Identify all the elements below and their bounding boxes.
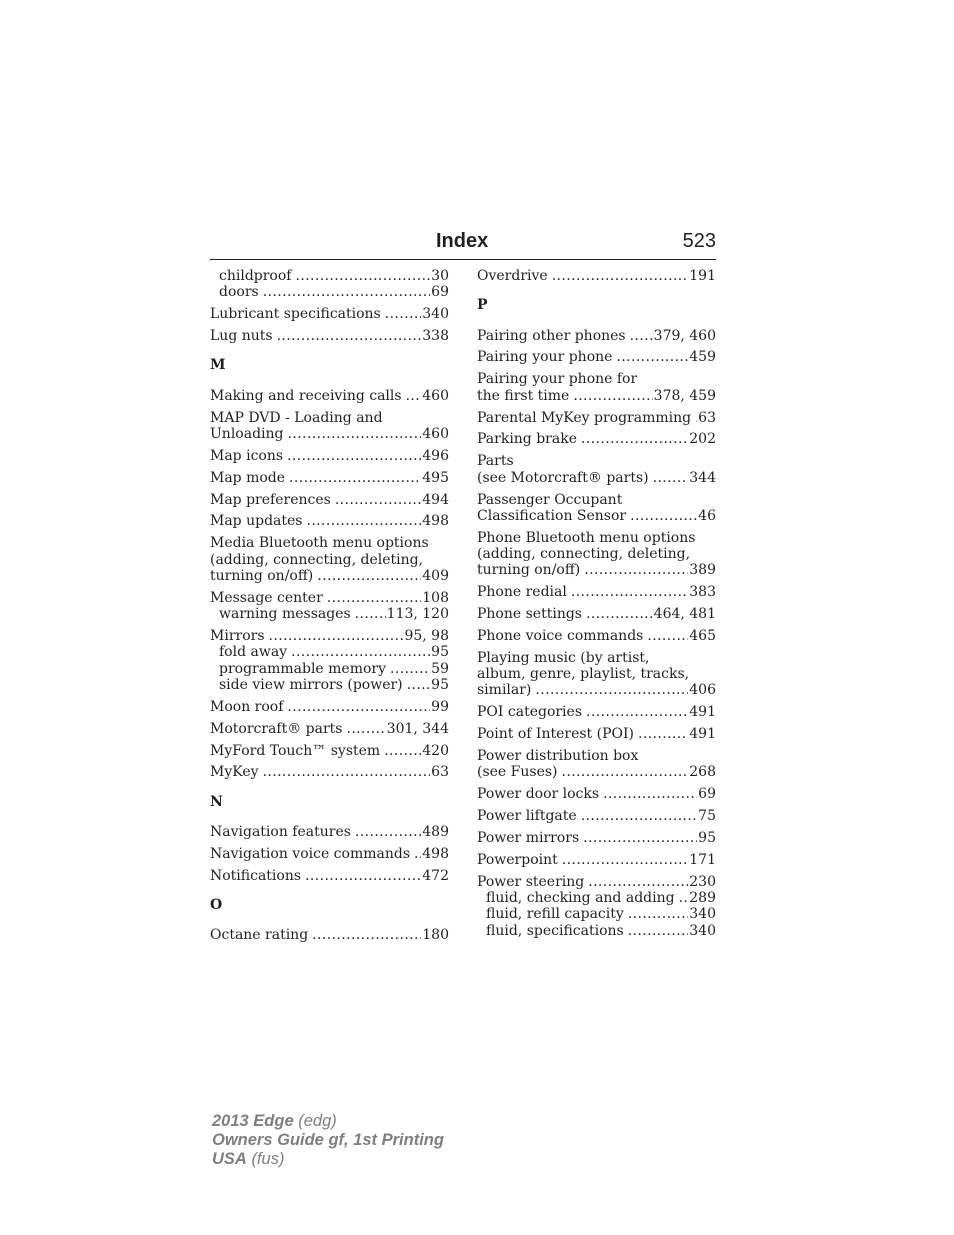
index-term: fluid, checking and adding (486, 890, 675, 907)
footer-model-code: (edg) (298, 1112, 337, 1130)
dot-leader (586, 606, 653, 622)
index-entry (210, 492, 449, 508)
dot-leader (535, 682, 688, 698)
index-term: Point of Interest (POI) (477, 726, 634, 743)
index-page-ref: 378, 459 (653, 387, 716, 404)
dot-leader (390, 661, 430, 677)
index-letter-heading: M (210, 357, 226, 374)
dot-leader (346, 721, 385, 737)
index-term: side view mirrors (power) (219, 676, 403, 693)
index-entry (210, 824, 449, 840)
dot-leader (263, 284, 430, 300)
index-entry-line (477, 650, 716, 666)
dot-leader (588, 874, 688, 890)
index-term: MyKey (210, 764, 259, 781)
index-entry-line (210, 927, 449, 943)
dot-leader (277, 328, 422, 344)
index-entry (210, 927, 449, 943)
index-entry-line (210, 590, 449, 606)
index-entry-line (477, 268, 716, 284)
index-entry (210, 306, 449, 322)
index-entry-line (210, 824, 449, 840)
index-page-ref: 409 (422, 567, 449, 584)
index-entry-line (210, 426, 449, 442)
index-entry (477, 453, 716, 486)
index-term: Playing music (by artist, (477, 649, 650, 666)
index-page-ref: 472 (422, 867, 449, 884)
index-subentry-line (477, 890, 716, 906)
dot-leader (573, 388, 652, 404)
index-entry (210, 590, 449, 623)
index-page-ref: 180 (422, 927, 449, 944)
index-entry-line (210, 328, 449, 344)
index-page-ref: 95 (431, 676, 449, 693)
index-entry-line (210, 388, 449, 404)
index-entry-line (477, 666, 716, 682)
dot-leader (306, 513, 421, 529)
index-term: Map mode (210, 469, 286, 486)
index-term: the first time (477, 387, 570, 404)
index-entry-line (210, 410, 449, 426)
index-term: Unloading (210, 425, 284, 442)
index-term: Phone settings (477, 606, 582, 623)
index-page-ref: 338 (422, 328, 449, 345)
index-entry (210, 513, 449, 529)
index-term: Motorcraft® parts (210, 720, 343, 737)
index-entry-line (477, 606, 716, 622)
index-subentry-line (210, 677, 449, 693)
index-term: fluid, refill capacity (486, 906, 624, 923)
dot-leader (287, 448, 421, 464)
footer-market-code: (fus) (251, 1150, 285, 1168)
index-term: turning on/off) (210, 567, 314, 584)
index-entry (477, 650, 716, 699)
index-entry-line (210, 552, 449, 568)
index-term: Pairing your phone (477, 349, 613, 366)
index-entry (477, 874, 716, 939)
index-entry-line (477, 748, 716, 764)
index-entry (477, 726, 716, 742)
index-entry-line (210, 868, 449, 884)
index-entry-line (477, 628, 716, 644)
index-subentry-line (210, 644, 449, 660)
index-entry-line (210, 535, 449, 551)
dot-leader (630, 508, 697, 524)
index-entry (477, 268, 716, 284)
index-page-ref: 379, 460 (653, 327, 716, 344)
index-term: (adding, connecting, deleting, (210, 551, 424, 568)
index-page-ref: 113, 120 (386, 606, 449, 623)
index-page-ref: 465 (689, 627, 716, 644)
dot-leader (584, 562, 688, 578)
index-term: Lubricant specifications (210, 306, 381, 323)
index-entry (210, 388, 449, 404)
dot-leader (406, 388, 422, 404)
index-entry-line (210, 470, 449, 486)
index-term: Media Bluetooth menu options (210, 535, 429, 552)
index-term: Passenger Occupant (477, 491, 623, 508)
index-subentry-line (477, 906, 716, 922)
index-page-ref: 75 (698, 808, 716, 825)
index-term: POI categories (477, 704, 583, 721)
index-page-ref: 383 (689, 584, 716, 601)
index-entry (210, 410, 449, 443)
index-entry (477, 748, 716, 781)
index-page-ref: 69 (698, 786, 716, 803)
index-term: Mirrors (210, 627, 265, 644)
dot-leader (630, 328, 653, 344)
index-term: Power liftgate (477, 808, 577, 825)
dot-leader (581, 808, 697, 824)
index-page-ref: 230 (689, 873, 716, 890)
index-entry-line (477, 453, 716, 469)
index-entry-line (477, 492, 716, 508)
index-term: Map updates (210, 513, 303, 530)
dot-leader (355, 606, 386, 622)
dot-leader (384, 743, 421, 759)
dot-leader (562, 764, 689, 780)
index-page-ref: 301, 344 (386, 720, 449, 737)
dot-leader (653, 470, 689, 486)
index-entry-line (477, 830, 716, 846)
dot-leader (586, 704, 688, 720)
index-page-ref: 344 (689, 469, 716, 486)
index-term: childproof (219, 268, 292, 284)
index-page-ref: 95 (698, 830, 716, 847)
index-entry (477, 830, 716, 846)
index-term: Map icons (210, 447, 284, 464)
index-entry-line (477, 431, 716, 447)
index-term: Navigation voice commands (210, 845, 411, 862)
index-subentry-line (210, 284, 449, 300)
index-entry-line (477, 682, 716, 698)
index-entry-line (210, 699, 449, 715)
index-term: turning on/off) (477, 562, 581, 579)
page-footer (212, 1112, 444, 1169)
index-term: Overdrive (477, 268, 548, 284)
index-page-ref: 464, 481 (653, 606, 716, 623)
dot-leader (291, 644, 430, 660)
index-term: fluid, specifications (486, 922, 624, 939)
index-term: Power distribution box (477, 748, 639, 765)
index-page-ref: 99 (431, 698, 449, 715)
index-term: Phone redial (477, 584, 567, 601)
index-page-ref: 494 (422, 491, 449, 508)
index-term: Parking brake (477, 431, 577, 448)
index-page-ref: 171 (689, 852, 716, 868)
index-letter-heading: N (210, 793, 223, 810)
index-entry (477, 530, 716, 579)
index-page-ref: 491 (689, 704, 716, 721)
index-page-ref: 406 (689, 682, 716, 699)
index-page-ref: 496 (422, 447, 449, 464)
index-entry-line (477, 808, 716, 824)
index-page-ref: 489 (422, 824, 449, 841)
dot-leader (628, 906, 689, 922)
index-entry-line (477, 508, 716, 524)
index-entry (477, 628, 716, 644)
dot-leader (355, 824, 421, 840)
index-entry-line (477, 726, 716, 742)
index-term: Making and receiving calls (210, 387, 402, 404)
index-entry (477, 704, 716, 720)
dot-leader (269, 628, 404, 644)
index-page-ref: 389 (689, 562, 716, 579)
index-page-ref: 491 (689, 726, 716, 743)
index-entry-line (210, 628, 449, 644)
index-term: fold away (219, 644, 288, 661)
index-entry-line (477, 852, 716, 868)
index-page-ref: 108 (422, 589, 449, 606)
index-letter-heading: P (477, 297, 488, 314)
index-entry-line (477, 470, 716, 486)
dot-leader (414, 846, 421, 862)
index-entry-line (477, 562, 716, 578)
index-entry-line (210, 721, 449, 737)
index-entry (477, 584, 716, 600)
index-entry-line (210, 492, 449, 508)
dot-leader (335, 492, 421, 508)
index-term: Message center (210, 589, 323, 606)
page-number: 523 (682, 230, 716, 252)
index-page-ref: 69 (431, 284, 449, 301)
index-term: similar) (477, 682, 532, 699)
dot-leader (263, 764, 431, 780)
index-entry (477, 606, 716, 622)
index-entry-line (477, 410, 716, 426)
index-subentry-line (477, 923, 716, 939)
page-title: Index (436, 230, 489, 252)
index-entry-line (210, 513, 449, 529)
footer-market: USA (212, 1150, 247, 1168)
index-entry-line (210, 448, 449, 464)
index-entry-line (477, 786, 716, 802)
index-page-ref: 63 (698, 409, 716, 426)
index-subentry-line (210, 606, 449, 622)
index-letter-heading: O (210, 897, 223, 914)
footer-model: 2013 Edge (212, 1112, 294, 1130)
index-page-ref: 191 (689, 268, 716, 284)
index-page-ref: 95 (431, 644, 449, 661)
dot-leader (562, 852, 689, 868)
index-entry (210, 268, 449, 301)
index-term: Map preferences (210, 491, 331, 508)
index-page-ref: 340 (689, 922, 716, 939)
page-header (210, 229, 716, 260)
index-entry-line (210, 764, 449, 780)
dot-leader (327, 590, 421, 606)
dot-leader (647, 628, 688, 644)
index-page-ref: 30 (431, 268, 449, 284)
index-term: (adding, connecting, deleting, (477, 546, 691, 563)
index-entry (477, 371, 716, 404)
index-term: Moon roof (210, 698, 284, 715)
index-page-ref: 460 (422, 387, 449, 404)
index-page-ref: 498 (422, 513, 449, 530)
dot-leader (407, 677, 431, 693)
dot-leader (679, 890, 689, 906)
index-entry-line (210, 743, 449, 759)
index-column-right (477, 268, 716, 939)
index-entry-line (477, 584, 716, 600)
index-entry (477, 431, 716, 447)
index-page-ref: 459 (689, 349, 716, 366)
index-term: album, genre, playlist, tracks, (477, 666, 690, 683)
index-term: Power door locks (477, 786, 600, 803)
index-entry (477, 492, 716, 525)
index-entry-line (210, 306, 449, 322)
footer-guide: Owners Guide gf, 1st Printing (212, 1131, 444, 1149)
index-term: Lug nuts (210, 328, 273, 345)
dot-leader (583, 830, 697, 846)
dot-leader (581, 431, 688, 447)
index-entry-line (477, 546, 716, 562)
index-entry (477, 852, 716, 868)
index-entry-line (477, 371, 716, 387)
dot-leader (552, 268, 689, 284)
index-term: warning messages (219, 606, 351, 623)
index-page-ref: 202 (689, 431, 716, 448)
index-entry (477, 410, 716, 426)
index-entry (210, 868, 449, 884)
index-page-ref: 59 (431, 660, 449, 677)
index-term: Pairing your phone for (477, 371, 638, 388)
index-term: MAP DVD - Loading and (210, 409, 383, 426)
index-term: Parts (477, 453, 514, 470)
index-term: programmable memory (219, 660, 387, 677)
index-term: Navigation features (210, 824, 351, 841)
index-entry-line (477, 874, 716, 890)
index-entry-line (210, 846, 449, 862)
index-entry-line (477, 704, 716, 720)
index-entry-line (477, 388, 716, 404)
index-page-ref: 340 (422, 306, 449, 323)
index-subentry-line (210, 268, 449, 284)
index-entry (210, 448, 449, 464)
index-page-ref: 289 (689, 890, 716, 907)
dot-leader (628, 923, 689, 939)
index-page-ref: 460 (422, 425, 449, 442)
dot-leader (289, 470, 421, 486)
index-entry (210, 328, 449, 344)
index-page-ref: 495 (422, 469, 449, 486)
index-entry (210, 764, 449, 780)
index-page-ref: 340 (689, 906, 716, 923)
index-entry (477, 328, 716, 344)
index-term: Phone voice commands (477, 627, 644, 644)
index-entry (477, 786, 716, 802)
index-term: Powerpoint (477, 852, 558, 868)
footer-market-line (212, 1150, 444, 1169)
index-page-ref: 63 (431, 764, 449, 781)
index-subentry-line (210, 661, 449, 677)
index-entry (210, 628, 449, 693)
index-term: (see Motorcraft® parts) (477, 469, 649, 486)
dot-leader (305, 868, 421, 884)
index-term: Notifications (210, 867, 302, 884)
dot-leader (638, 726, 688, 742)
index-entry (210, 846, 449, 862)
index-page-ref: 46 (698, 507, 716, 524)
dot-leader (616, 349, 688, 365)
index-term: Parental MyKey programming (477, 409, 692, 426)
index-entry (210, 721, 449, 737)
index-page-ref: 498 (422, 845, 449, 862)
index-page-ref: 95, 98 (404, 627, 449, 644)
index-term: Power steering (477, 873, 585, 890)
index-term: (see Fuses) (477, 764, 558, 781)
index-entry-line (477, 328, 716, 344)
index-entry-line (477, 349, 716, 365)
index-entry-line (477, 764, 716, 780)
index-column-left (210, 268, 449, 944)
index-entry (210, 470, 449, 486)
index-term: Phone Bluetooth menu options (477, 529, 696, 546)
index-term: MyFord Touch™ system (210, 742, 381, 759)
index-page-ref: 420 (422, 742, 449, 759)
index-entry (210, 743, 449, 759)
index-page-ref: 268 (689, 764, 716, 781)
index-entry (210, 699, 449, 715)
dot-leader (695, 410, 697, 426)
index-term: Pairing other phones (477, 327, 626, 344)
index-term: Classification Sensor (477, 507, 627, 524)
index-term: Power mirrors (477, 830, 580, 847)
dot-leader (312, 927, 421, 943)
index-entry-line (477, 530, 716, 546)
dot-leader (295, 268, 430, 284)
dot-leader (571, 584, 688, 600)
dot-leader (317, 568, 421, 584)
dot-leader (603, 786, 697, 802)
dot-leader (385, 306, 422, 322)
dot-leader (288, 426, 422, 442)
index-term: doors (219, 284, 259, 301)
index-entry-line (210, 568, 449, 584)
index-entry (210, 535, 449, 584)
footer-guide-line (212, 1131, 444, 1150)
index-entry (477, 808, 716, 824)
dot-leader (287, 699, 430, 715)
index-term: Octane rating (210, 927, 309, 944)
footer-model-line (212, 1112, 444, 1131)
index-entry (477, 349, 716, 365)
